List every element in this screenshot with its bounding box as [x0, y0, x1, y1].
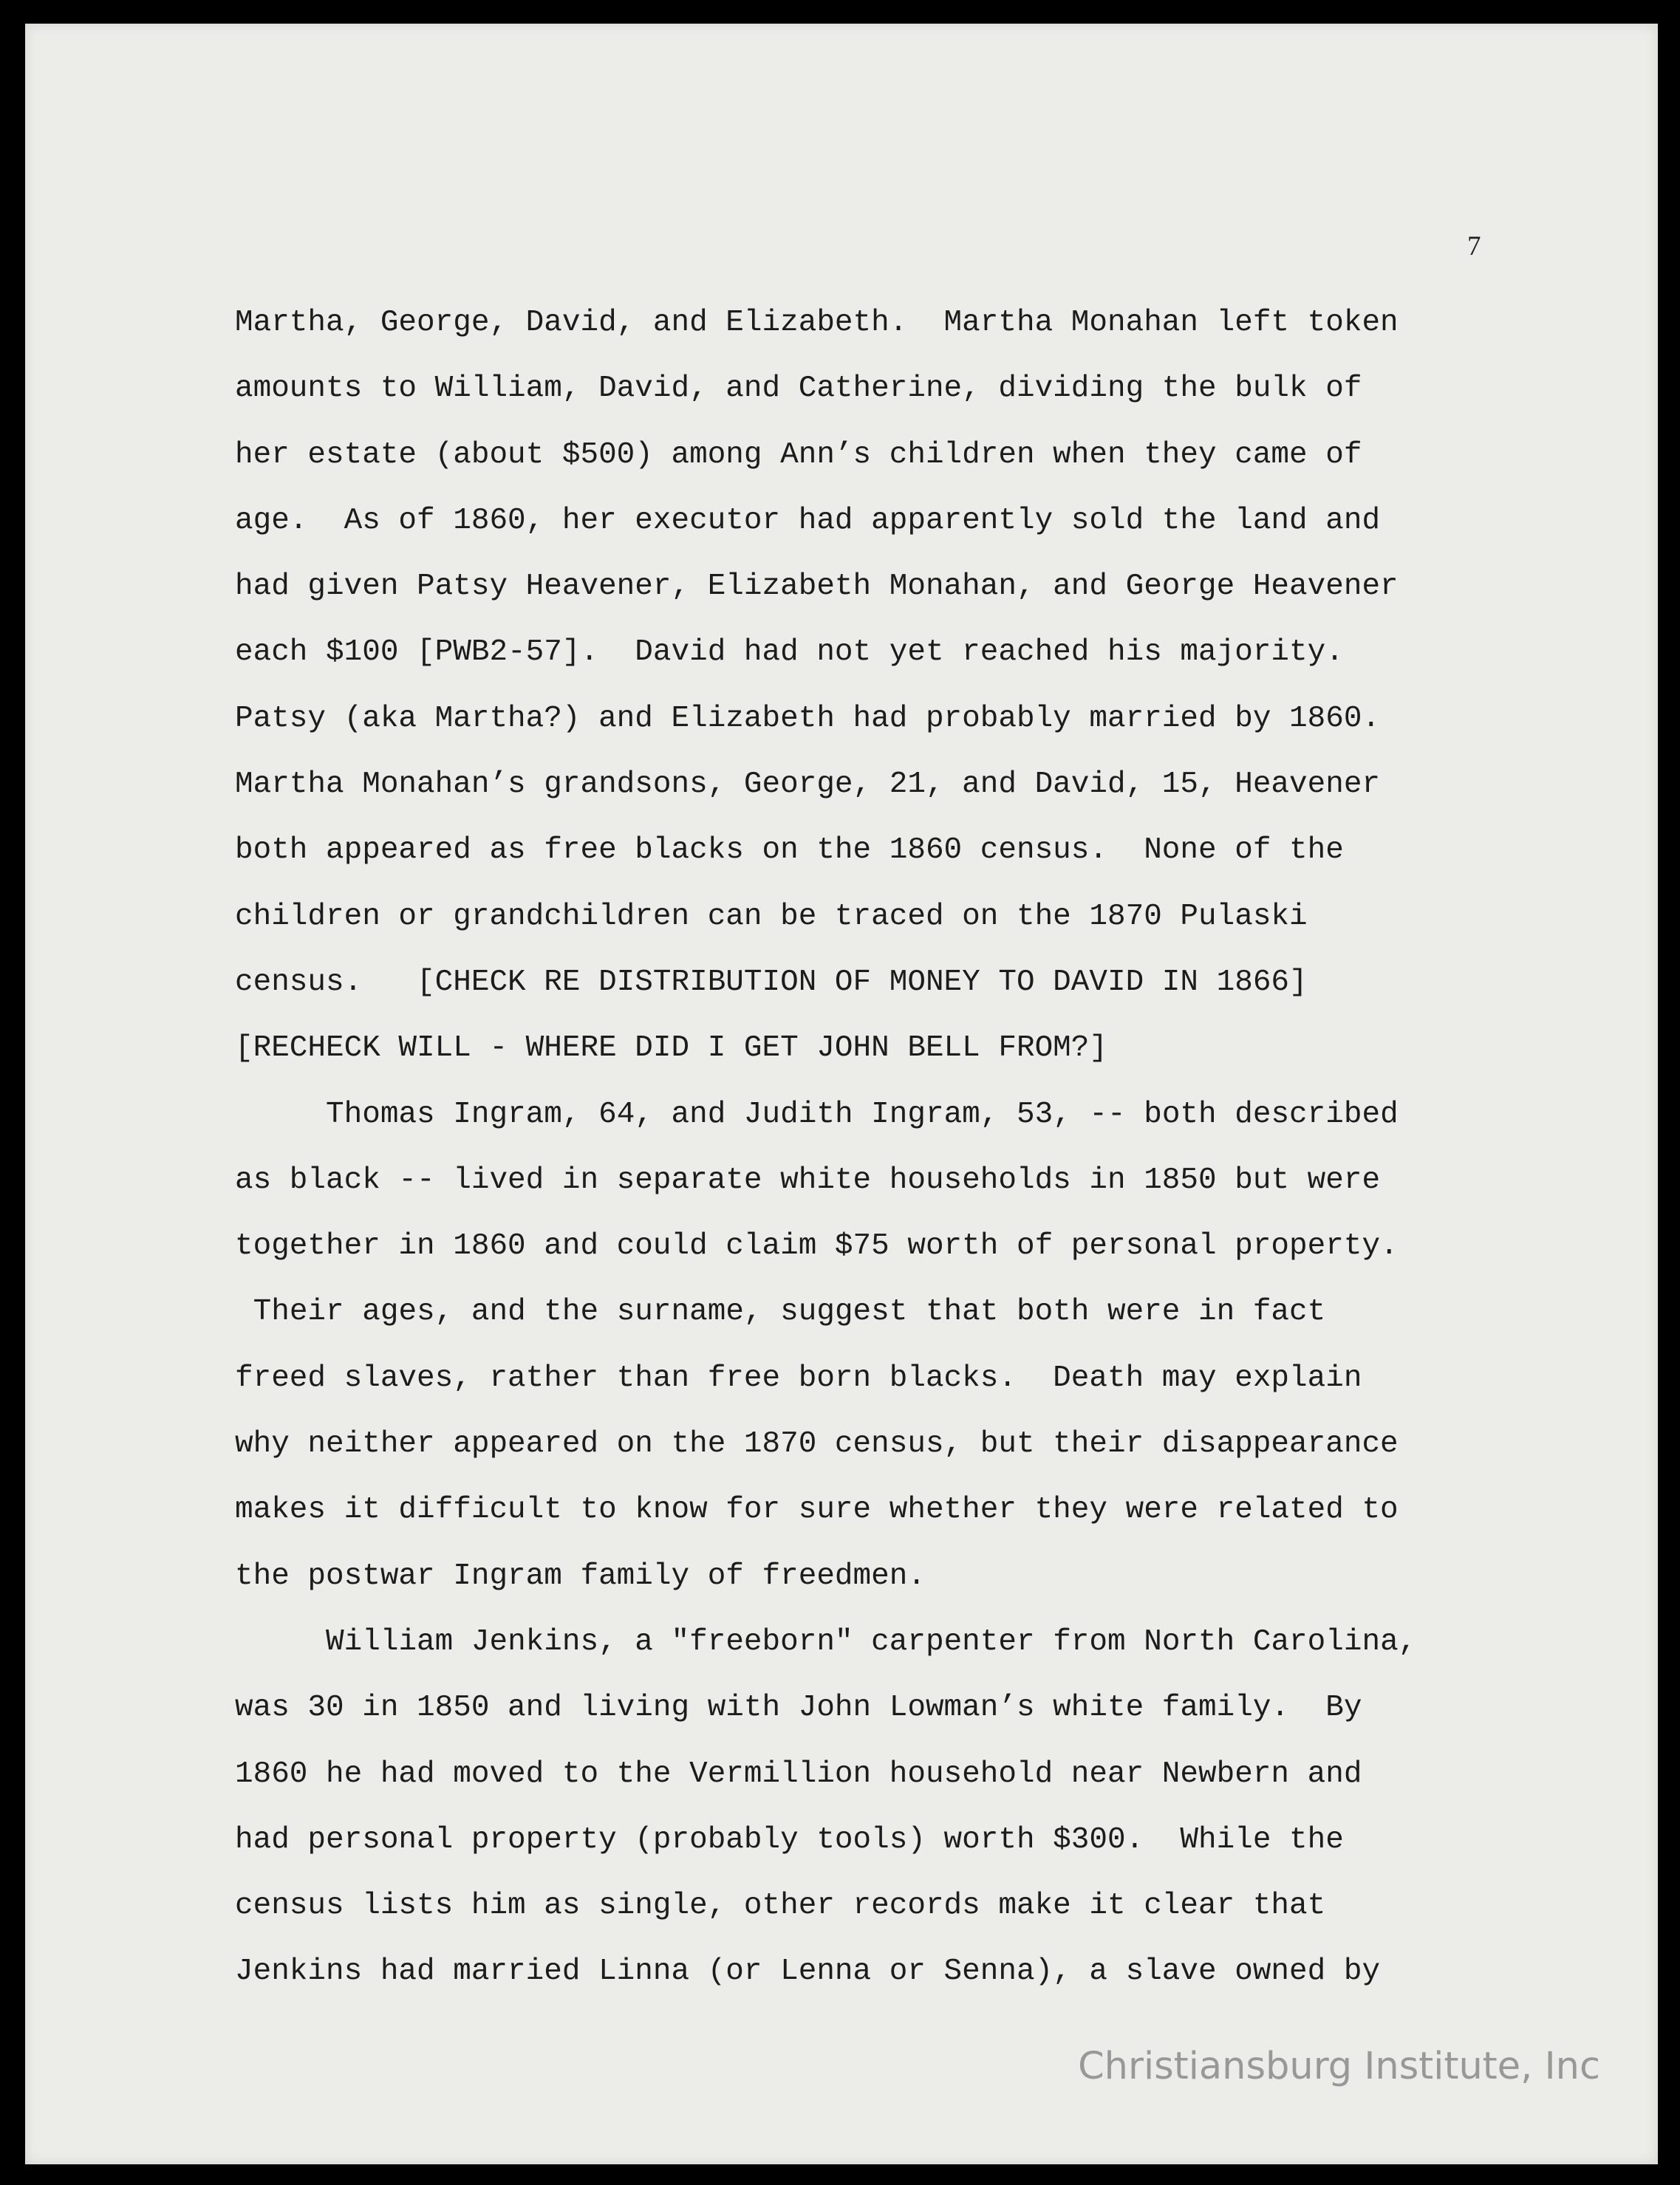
- paragraph-monahan: Martha, George, David, and Elizabeth. Martha Monahan left token amounts to William, David, and Catherine, dividing the bulk of her estate (about $500) among Ann’s children when they came of age. As of 1860, her executor had apparently sold the land and had given Patsy Heavener, Elizabeth Monahan, and George Heavener each $100 [PWB2-57]. David had not yet reached his majority. Patsy (aka Martha?) and Elizabeth had probably married by 1860. Martha Monahan’s grandsons, George, 21, and David, 15, Heavener both appeared as free blacks on the 1860 census. None of the children or grandchildren can be traced on the 1870 Pulaski census. [CHECK RE DISTRIBUTION OF MONEY TO DAVID IN 1866] [RECHECK WILL - WHERE DID I GET JOHN BELL FROM?]: [235, 306, 1399, 1066]
- page-number: 7: [1467, 231, 1481, 261]
- document-body: [235, 290, 1565, 2006]
- watermark: Christiansburg Institute, Inc: [1078, 2045, 1600, 2088]
- paragraph-jenkins: William Jenkins, a "freeborn" carpenter from North Carolina, was 30 in 1850 and living with John Lowman’s white family. By 1860 he had moved to the Vermillion household near Newbern and had personal property (probably tools) worth $300. While the census lists him as single, other records make it clear that Jenkins had married Linna (or Lenna or Senna), a slave owned by: [235, 1624, 1417, 1989]
- paragraph-ingram: Thomas Ingram, 64, and Judith Ingram, 53, -- both described as black -- lived in separate white households in 1850 but were together in 1860 and could claim $75 worth of personal property. Their ages, and the surname, suggest that both were in fact freed slaves, rather than free born blacks. Death may explain why neither appeared on the 1870 census, but their disappearance makes it difficult to know for sure whether they were related to the postwar Ingram family of freedmen.: [235, 1097, 1399, 1593]
